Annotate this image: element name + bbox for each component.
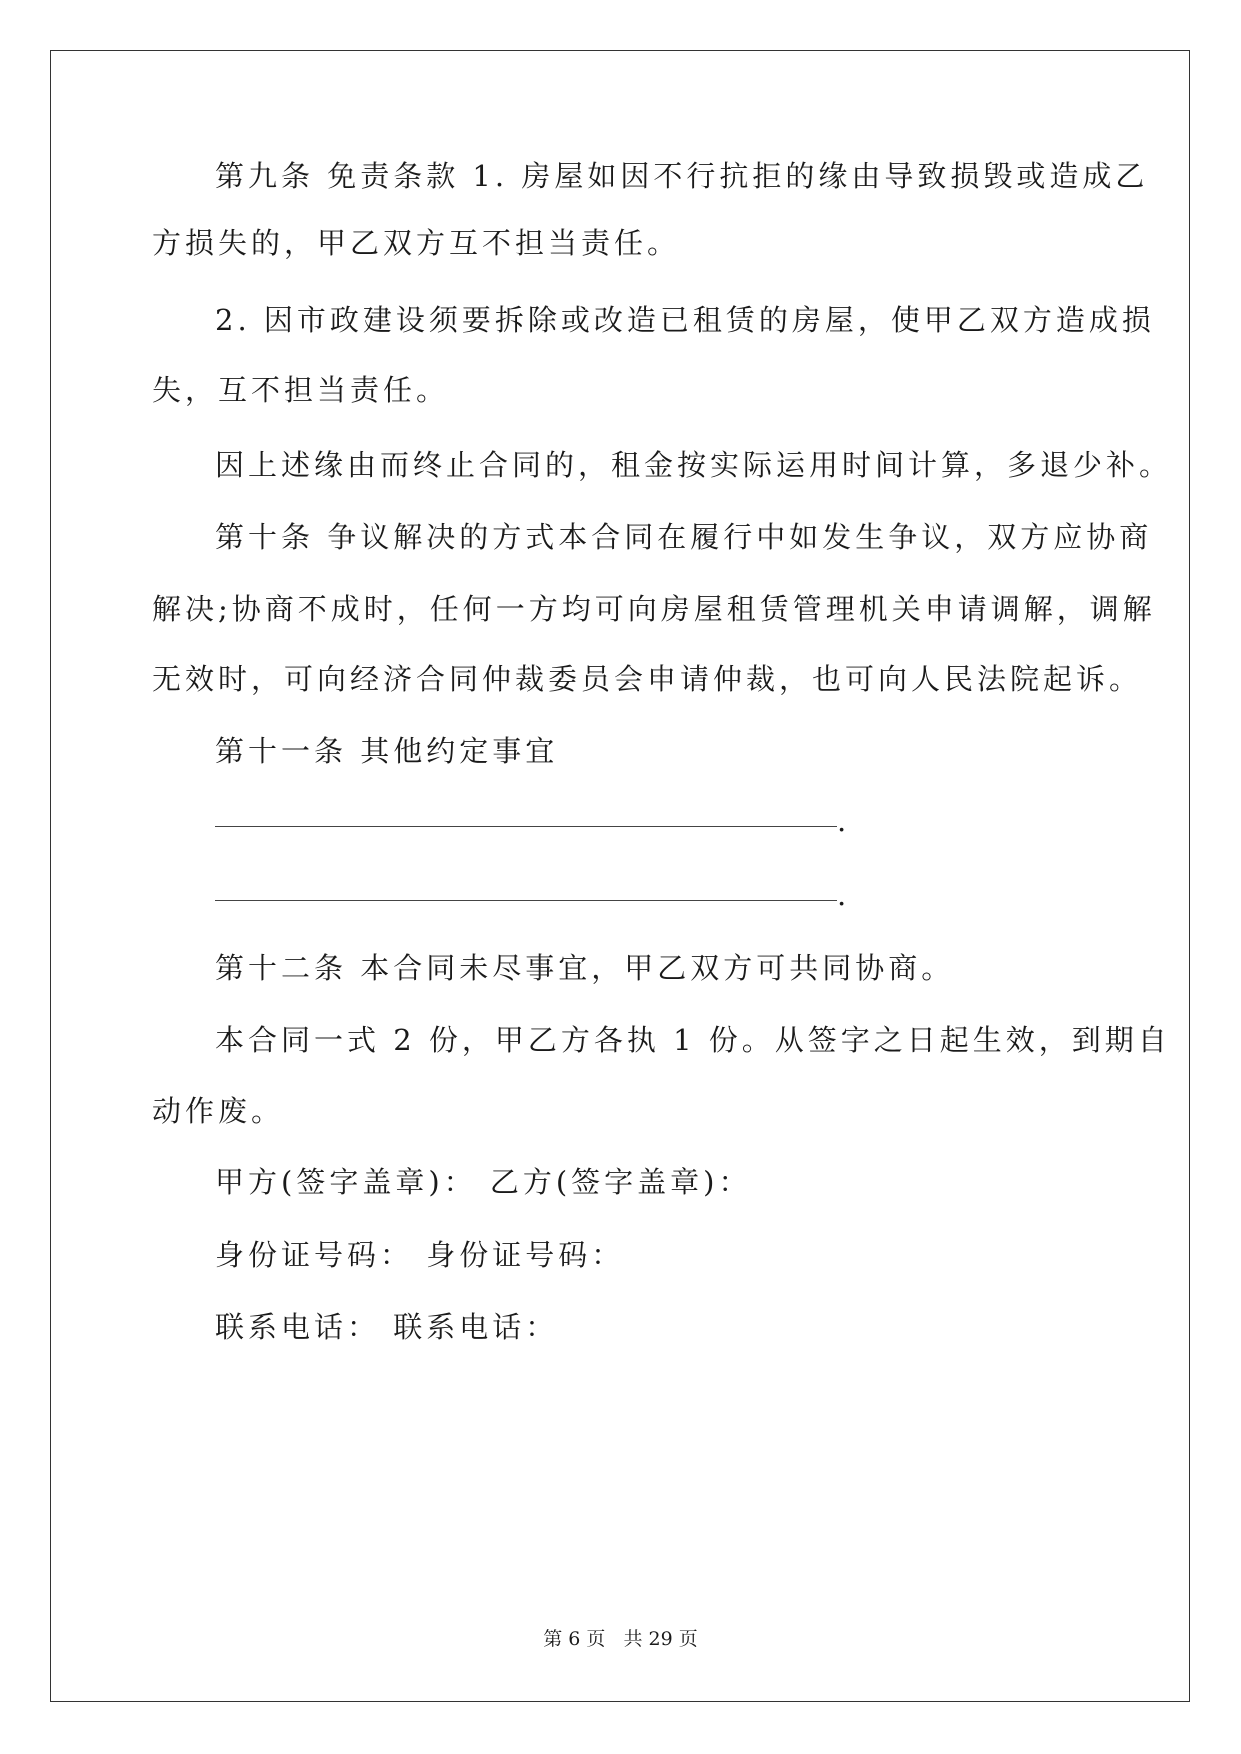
article-9-line-2: 方损失的，甲乙双方互不担当责任。 (152, 226, 681, 260)
page-border (50, 50, 1190, 1702)
id-number-line: 身份证号码： 身份证号码： (215, 1238, 625, 1272)
article-9-termination-line: 因上述缘由而终止合同的，租金按实际运用时间计算，多退少补。 (215, 448, 1173, 482)
copies-line-1: 本合同一式 2 份，甲乙方各执 1 份。从签字之日起生效，到期自 (215, 1023, 1171, 1057)
article-10-line-1: 第十条 争议解决的方式本合同在履行中如发生争议，双方应协商 (215, 520, 1153, 554)
article-10-line-3: 无效时，可向经济合同仲裁委员会申请仲裁，也可向人民法院起诉。 (152, 662, 1143, 696)
blank-fill-line-2 (215, 900, 837, 901)
blank-fill-dot-1: . (837, 804, 847, 838)
blank-fill-dot-2: . (837, 878, 847, 912)
article-10-line-2: 解决;协商不成时，任何一方均可向房屋租赁管理机关申请调解，调解 (152, 592, 1156, 626)
phone-line: 联系电话： 联系电话： (215, 1310, 559, 1344)
article-11-heading: 第十一条 其他约定事宜 (215, 734, 559, 768)
article-9-item-2-line-2: 失，互不担当责任。 (152, 373, 450, 407)
article-9-line-1: 第九条 免责条款 1. 房屋如因不行抗拒的缘由导致损毁或造成乙 (215, 159, 1149, 193)
article-12-line: 第十二条 本合同未尽事宜，甲乙双方可共同协商。 (215, 951, 955, 985)
signature-line: 甲方(签字盖章)： 乙方(签字盖章)： (215, 1165, 752, 1199)
page-number-footer: 第 6 页 共 29 页 (543, 1628, 698, 1650)
article-9-item-2-line-1: 2. 因市政建设须要拆除或改造已租赁的房屋，使甲乙双方造成损 (215, 303, 1155, 337)
blank-fill-line-1 (215, 826, 837, 827)
copies-line-2: 动作废。 (152, 1094, 285, 1128)
